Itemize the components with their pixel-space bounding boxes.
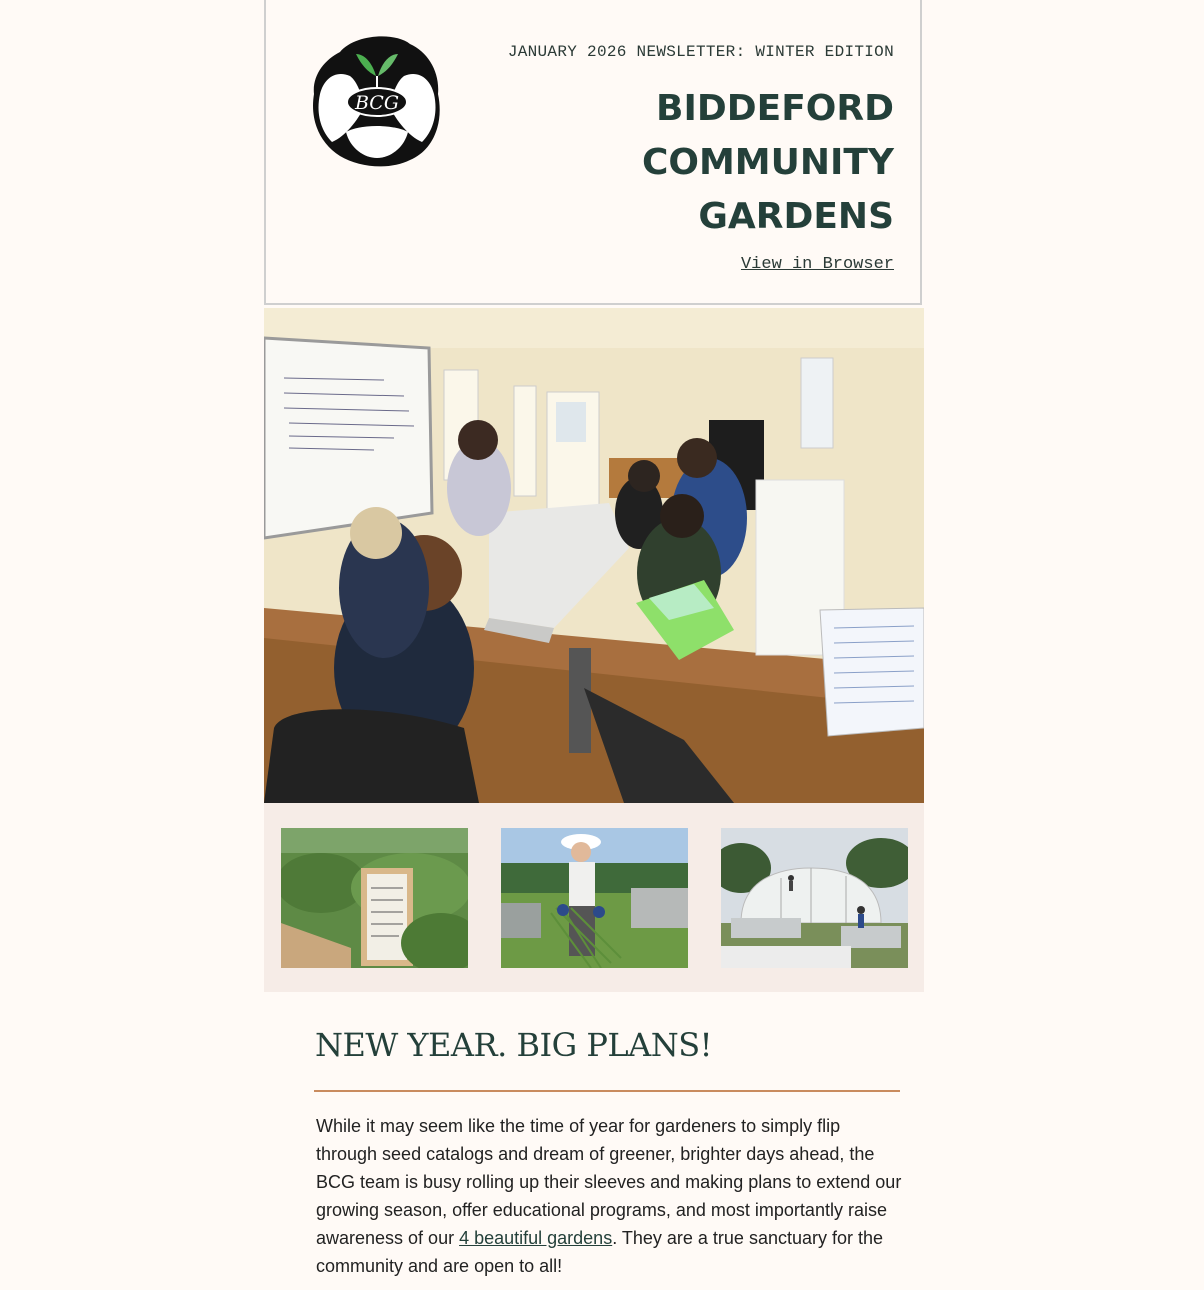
title-line-3: GARDENS (698, 196, 894, 237)
view-in-browser-link[interactable]: View in Browser (740, 255, 894, 274)
photo-strip (264, 803, 924, 992)
greenhouse-build-photo (721, 828, 908, 968)
edition-label: JANUARY 2026 NEWSLETTER: WINTER EDITION (507, 43, 894, 61)
bcg-logo (310, 32, 444, 170)
article-headline: NEW YEAR. BIG PLANS! (315, 1026, 713, 1064)
title-line-2: COMMUNITY (641, 142, 894, 183)
hero-meeting-photo (264, 308, 924, 803)
headline-divider (314, 1090, 900, 1092)
gardener-harvest-photo (501, 828, 688, 968)
article-text-1: While it may seem like the time of year for gardeners to simply flip through seed catalogs and dream of greener, brighter days ahead, the BCG team is busy rolling up their sleeves and making plans to extend our growing season, offer educational programs, and most importantly raise awareness of our (316, 1116, 902, 1248)
garden-bed-sign-photo (281, 828, 468, 968)
article-text-2: . They are a true sanctuary for the community and are open to all! (316, 1228, 884, 1276)
article-body (316, 1112, 906, 1280)
title-line-1: BIDDEFORD (656, 88, 894, 129)
newsletter-header (264, 0, 922, 305)
page-title (474, 82, 894, 244)
logo-text: BCG (354, 92, 400, 114)
gardens-link[interactable]: 4 beautiful gardens (459, 1228, 613, 1248)
